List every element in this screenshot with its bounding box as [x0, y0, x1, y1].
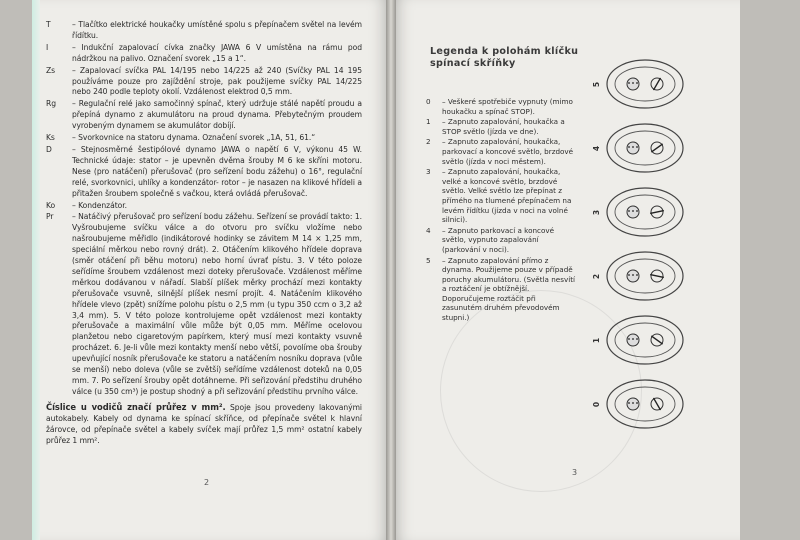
legend-entries: [46, 20, 362, 398]
switch-position-drawing: [607, 380, 683, 428]
legend-entry: [46, 133, 362, 144]
legend-entry-text: – Natáčivý přerušovač pro seřízení bodu zážehu. Seřízení se provádí takto: 1. Vyšroubujeme svíčku válce a do otvoru pro svíčku vložíme nebo našroubujeme měřidlo (indikátorové hodinky se závitem M 14 × 1,25 mm, speciální měrkou nebo rovný drát). 2. Otáčením klikového hřídele dopravа (směr otáčení při běhu motoru) nebo horní úvrať pístu. 3. V této poloze seřídíme šroubem vzdálenost mezi doteky přerušovače. Vzdálenost měříme měrkou dodávanou v nářadí. Slabší plíšek měrky prochází mezi kontakty přerušovače vsuvně, silnější plíšek nesmí projít. 4. Natáčením klikového hřídele vlevo (zpět) snížíme polohu pístu o 2,5 mm (u typu 350 ccm o 3,2 až 3,4 mm). 5. V této poloze kontrolujeme opět vzdálenost mezi kontakty přerušovače a maximální vůle může být 0,05 mm. Měříme ocelovou planžetou nebo cigaretovým papírkem, který musí mezi kontakty vsuvně procházet. 6. Je-li vůle mezi kontakty menší nebo větší, povolíme oba šrouby upevňující nosník přerušovače ke statoru a natáčením nosníku doprava (vůle se menší) nebo doleva (vůle se zvětší) seřídíme vzdálenost doteků na 0,05 mm. 7. Po seřízení šrouby opět dotáhneme. Při seřizování předstihu druhého válce (u 350 cm³) je postup shodný a při seřizování předstihu prvního válce.: [72, 212, 362, 396]
legend-entry-code: Rg: [46, 99, 56, 109]
page-number-right: 3: [572, 468, 578, 477]
legend-entry: [46, 99, 362, 132]
position-item-text: – Zapnuto zapalování, houkačka, parkovací a koncové světlo, brzdové světlo (jízda v noci městem).: [442, 137, 574, 166]
switch-position-label: 3: [592, 209, 602, 216]
legend-entry-code: Ks: [46, 133, 55, 143]
wire-note: [46, 402, 362, 447]
legend-entry: [46, 43, 362, 65]
position-item: [426, 226, 576, 255]
position-item-text: – Zapnuto parkovací a koncové světlo, vypnuto zapalování (parkování v noci).: [442, 225, 555, 254]
position-legend-list: [426, 97, 576, 324]
position-item: [426, 137, 576, 166]
switch-position-label: 4: [592, 145, 602, 152]
wire-note-text: Spoje jsou provedeny lakovanými autokabely. Kabely od dynama ke spínací skříňce, od přepínače světel k hlavní žárovce, od přepínače světel a kabely svíček mají průřez 1,5 mm² ostatní kabely průřez 1 mm².: [46, 402, 362, 445]
switch-position-label: 0: [592, 401, 602, 408]
switch-position-drawing: [607, 60, 683, 108]
position-item-code: 3: [426, 167, 431, 177]
legend-entry-code: Zs: [46, 65, 56, 75]
position-item-code: 1: [426, 117, 431, 127]
legend-entry-code: T: [46, 20, 51, 29]
legend-entry-code: Ko: [46, 200, 56, 210]
legend-entry-text: – Zapalovací svíčka PAL 14/195 nebo 14/225 až 240 (Svíčky PAL 14 195 používáme pouze pro zajíždění stroje, pak použijeme svíčky PAL 14/225 nebo 240 podle teploty okolí. Vzdálenost elektrod 0,5 mm.: [72, 65, 362, 97]
position-item-text: – Zapnuto zapalování přímo z dynama. Použijeme pouze v případě poruchy akumulátoru. (Světla nesvítí a roztáčení je obtížnější. Doporučujeme roztáčit při zasunutém druhém převodovém stupni.): [442, 255, 576, 323]
position-item: [426, 97, 576, 116]
position-item-code: 5: [426, 255, 431, 265]
switch-position-drawing: [607, 124, 683, 172]
legend-entry: [46, 20, 362, 42]
switch-position-label: 5: [592, 81, 602, 88]
position-item-code: 0: [426, 97, 431, 106]
ignition-switch-diagram-icon: [590, 56, 700, 436]
legend-entry: [46, 145, 362, 200]
wire-note-heading: Číslice u vodičů značí průřez v mm².: [46, 401, 226, 412]
legend-entry-text: – Svorkovnice na statoru dynama. Označení svorek „1A, 51, 61.“: [72, 133, 316, 143]
right-page-title: Legenda k polohám klíčku spínací skříňky: [430, 46, 579, 69]
switch-position-label: 1: [592, 337, 602, 344]
legend-entry: [46, 212, 362, 397]
legend-entry-text: – Stejnosměrné šestipólové dynamo JAWA o napětí 6 V, výkonu 45 W. Technické údaje: stator – je upevněn dvěma šrouby M 6 ke skříni motoru. Nese (pro natáčení) přerušovač (pro seřízení bodu zážehu) o 16°, regulační relé, svorkovnici, uhlíky a kondenzátor- rotor – je nasazen na klikové hřídeli a přitažen šroubem společně s vačkou, která ovládá přerušovač.: [72, 144, 362, 198]
position-item-text: – Zapnuto zapalování, houkačka, velké a koncové světlo, brzdové světlo. Velké světlo lze přepínat z přímého na tlumené přepínačem na levém řídítku (jízda v noci na volné silnici).: [442, 167, 572, 225]
legend-entry-text: – Tlačítko elektrické houkačky umístěné spolu s přepínačem světel na levém řídítku.: [72, 20, 362, 40]
legend-entry-code: I: [46, 42, 49, 52]
position-item: [426, 117, 576, 136]
position-item-text: – Veškeré spotřebiče vypnuty (mimo houkačku a spínač STOP).: [442, 97, 573, 116]
legend-entry-text: – Indukční zapalovací cívka značky JAWA 6 V umístěna na rámu pod nádržkou na palivo. Označení svorek „15 a 1“.: [72, 42, 362, 63]
legend-entry: [46, 201, 362, 212]
switch-position-label: 2: [592, 273, 602, 280]
switch-position-drawing: [607, 316, 683, 364]
legend-entry-text: – Kondenzátor.: [72, 200, 127, 210]
legend-entry-code: Pr: [46, 212, 54, 222]
switch-position-drawing: [607, 188, 683, 236]
left-page-text: [46, 20, 362, 446]
legend-entry-text: – Regulační relé jako samočinný spínač, který udržuje stálé napětí proudu a přepíná dynamo z akumulátoru na proud dynama. Přebytečným proudem vyrobeným dynamem se akumulátor dobíjí.: [72, 99, 362, 131]
page-number-left: 2: [204, 478, 210, 487]
booklet-gutter: [386, 0, 396, 540]
legend-entry-code: D: [46, 144, 52, 154]
switch-position-drawing: [607, 252, 683, 300]
position-item: [426, 167, 576, 225]
legend-entry: [46, 66, 362, 99]
position-item-text: – Zapnuto zapalování, houkačka a STOP světlo (jízda ve dne).: [442, 117, 565, 136]
position-item-code: 2: [426, 137, 431, 147]
position-item-code: 4: [426, 225, 431, 235]
